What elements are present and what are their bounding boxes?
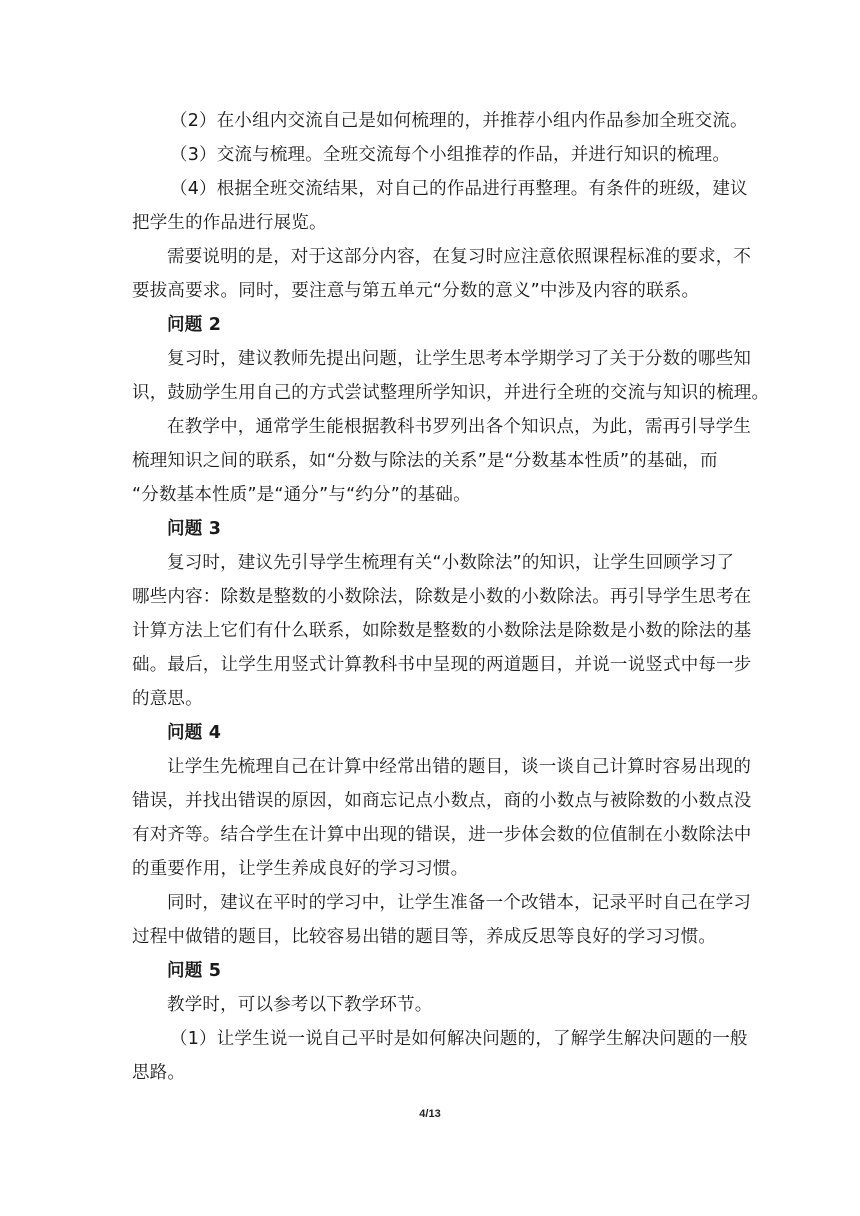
text-line: 需要说明的是，对于这部分内容，在复习时应注意依照课程标准的要求，不 bbox=[167, 247, 752, 267]
text-line: （2）在小组内交流自己是如何梳理的，并推荐小组内作品参加全班交流。 bbox=[170, 111, 748, 131]
section-heading: 问题 5 bbox=[167, 961, 222, 981]
text-line: （1）让学生说一说自己平时是如何解决问题的，了解学生解决问题的一般 bbox=[170, 1029, 748, 1049]
text-line: 识，鼓励学生用自己的方式尝试整理所学知识，并进行全班的交流与知识的梳理。 bbox=[132, 383, 770, 403]
text-line: 在教学中，通常学生能根据教科书罗列出各个知识点，为此，需再引导学生 bbox=[167, 417, 752, 437]
text-line: （3）交流与梳理。全班交流每个小组推荐的作品，并进行知识的梳理。 bbox=[170, 145, 731, 165]
text-line: 思路。 bbox=[132, 1063, 186, 1083]
text-line: 让学生先梳理自己在计算中经常出错的题目，谈一谈自己计算时容易出现的 bbox=[167, 757, 752, 777]
page-number: 4/13 bbox=[419, 1108, 441, 1120]
page-body bbox=[132, 104, 770, 1090]
text-line: （4）根据全班交流结果，对自己的作品进行再整理。有条件的班级，建议 bbox=[170, 179, 748, 199]
text-line: 有对齐等。结合学生在计算中出现的错误，进一步体会数的位值制在小数除法中 bbox=[132, 825, 752, 845]
text-line: 础。最后，让学生用竖式计算教科书中呈现的两道题目，并说一说竖式中每一步 bbox=[132, 655, 752, 675]
text-line: 计算方法上它们有什么联系，如除数是整数的小数除法是除数是小数的除法的基 bbox=[132, 621, 752, 641]
text-line: 哪些内容：除数是整数的小数除法，除数是小数的小数除法。再引导学生思考在 bbox=[132, 587, 752, 607]
text-line: 的重要作用，让学生养成良好的学习习惯。 bbox=[132, 859, 469, 879]
text-line: 复习时，建议先引导学生梳理有关“小数除法”的知识，让学生回顾学习了 bbox=[167, 553, 735, 573]
text-line: 同时，建议在平时的学习中，让学生准备一个改错本，记录平时自己在学习 bbox=[167, 893, 752, 913]
text-line: 把学生的作品进行展览。 bbox=[132, 213, 327, 233]
section-heading: 问题 3 bbox=[167, 519, 222, 539]
text-line: 要拔高要求。同时，要注意与第五单元“分数的意义”中涉及内容的联系。 bbox=[132, 281, 700, 301]
section-heading: 问题 4 bbox=[167, 723, 222, 743]
text-line: 教学时，可以参考以下教学环节。 bbox=[167, 995, 433, 1015]
text-line: 过程中做错的题目，比较容易出错的题目等，养成反思等良好的学习习惯。 bbox=[132, 927, 717, 947]
text-line: 梳理知识之间的联系，如“分数与除法的关系”是“分数基本性质”的基础，而 bbox=[132, 451, 718, 471]
text-line: 错误，并找出错误的原因，如商忘记点小数点，商的小数点与被除数的小数点没 bbox=[132, 791, 752, 811]
section-heading: 问题 2 bbox=[167, 315, 222, 335]
text-line: 的意思。 bbox=[132, 689, 203, 709]
text-line: 复习时，建议教师先提出问题，让学生思考本学期学习了关于分数的哪些知 bbox=[167, 349, 752, 369]
text-line: “分数基本性质”是“通分”与“约分”的基础。 bbox=[132, 485, 471, 505]
